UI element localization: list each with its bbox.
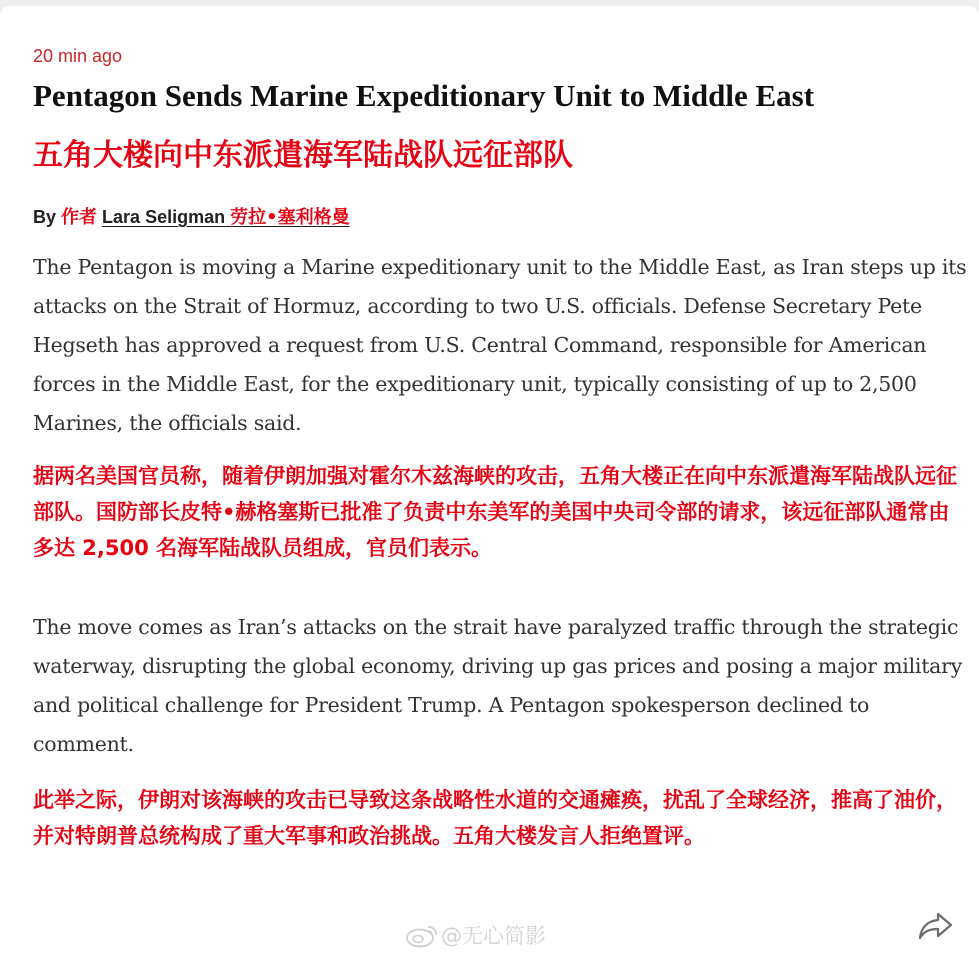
timestamp: 20 min ago [33,46,123,66]
author-name-translation: 劳拉•塞利格曼 [230,207,350,228]
author-name: Lara Seligman [102,207,226,227]
byline-prefix: By [33,207,57,227]
author-link[interactable] [102,207,350,227]
paragraph-2: The move comes as Iran’s attacks on the strait have paralyzed traffic through the strategic waterway, disrupting the global economy, driving up gas prices and posing a major military and political challenge for President Trump. A Pentagon spokesperson declined to comment. [33,615,963,756]
byline [33,203,350,229]
weibo-logo-icon [405,922,439,948]
paragraph-2-translation: 此举之际，伊朗对该海峡的攻击已导致这条战略性水道的交通瘫痪，扰乱了全球经济，推高了油价，并对特朗普总统构成了重大军事和政治挑战。五角大楼发言人拒绝置评。 [33,788,957,848]
watermark [405,920,546,950]
article-card [0,6,979,954]
byline-prefix-translation: 作者 [61,207,98,228]
paragraph-1: The Pentagon is moving a Marine expeditionary unit to the Middle East, as Iran steps up its attacks on the Strait of Hormuz, according to two U.S. officials. Defense Secretary Pete Hegseth has approved a request from U.S. Central Command, responsible for American forces in the Middle East, for the expeditionary unit, typically consisting of up to 2,500 Marines, the officials said. [33,255,967,435]
share-arrow-icon[interactable] [918,910,954,942]
paragraph-1-translation: 据两名美国官员称，随着伊朗加强对霍尔木兹海峡的攻击，五角大楼正在向中东派遣海军陆战队远征部队。国防部长皮特•赫格塞斯已批准了负责中东美军的美国中央司令部的请求，该远征部队通常由多达 2,500 名海军陆战队员组成，官员们表示。 [33,464,957,560]
headline-translation: 五角大楼向中东派遣海军陆战队远征部队 [33,138,573,173]
watermark-text: @无心简影 [441,924,546,948]
headline: Pentagon Sends Marine Expeditionary Unit to Middle East [33,78,815,113]
